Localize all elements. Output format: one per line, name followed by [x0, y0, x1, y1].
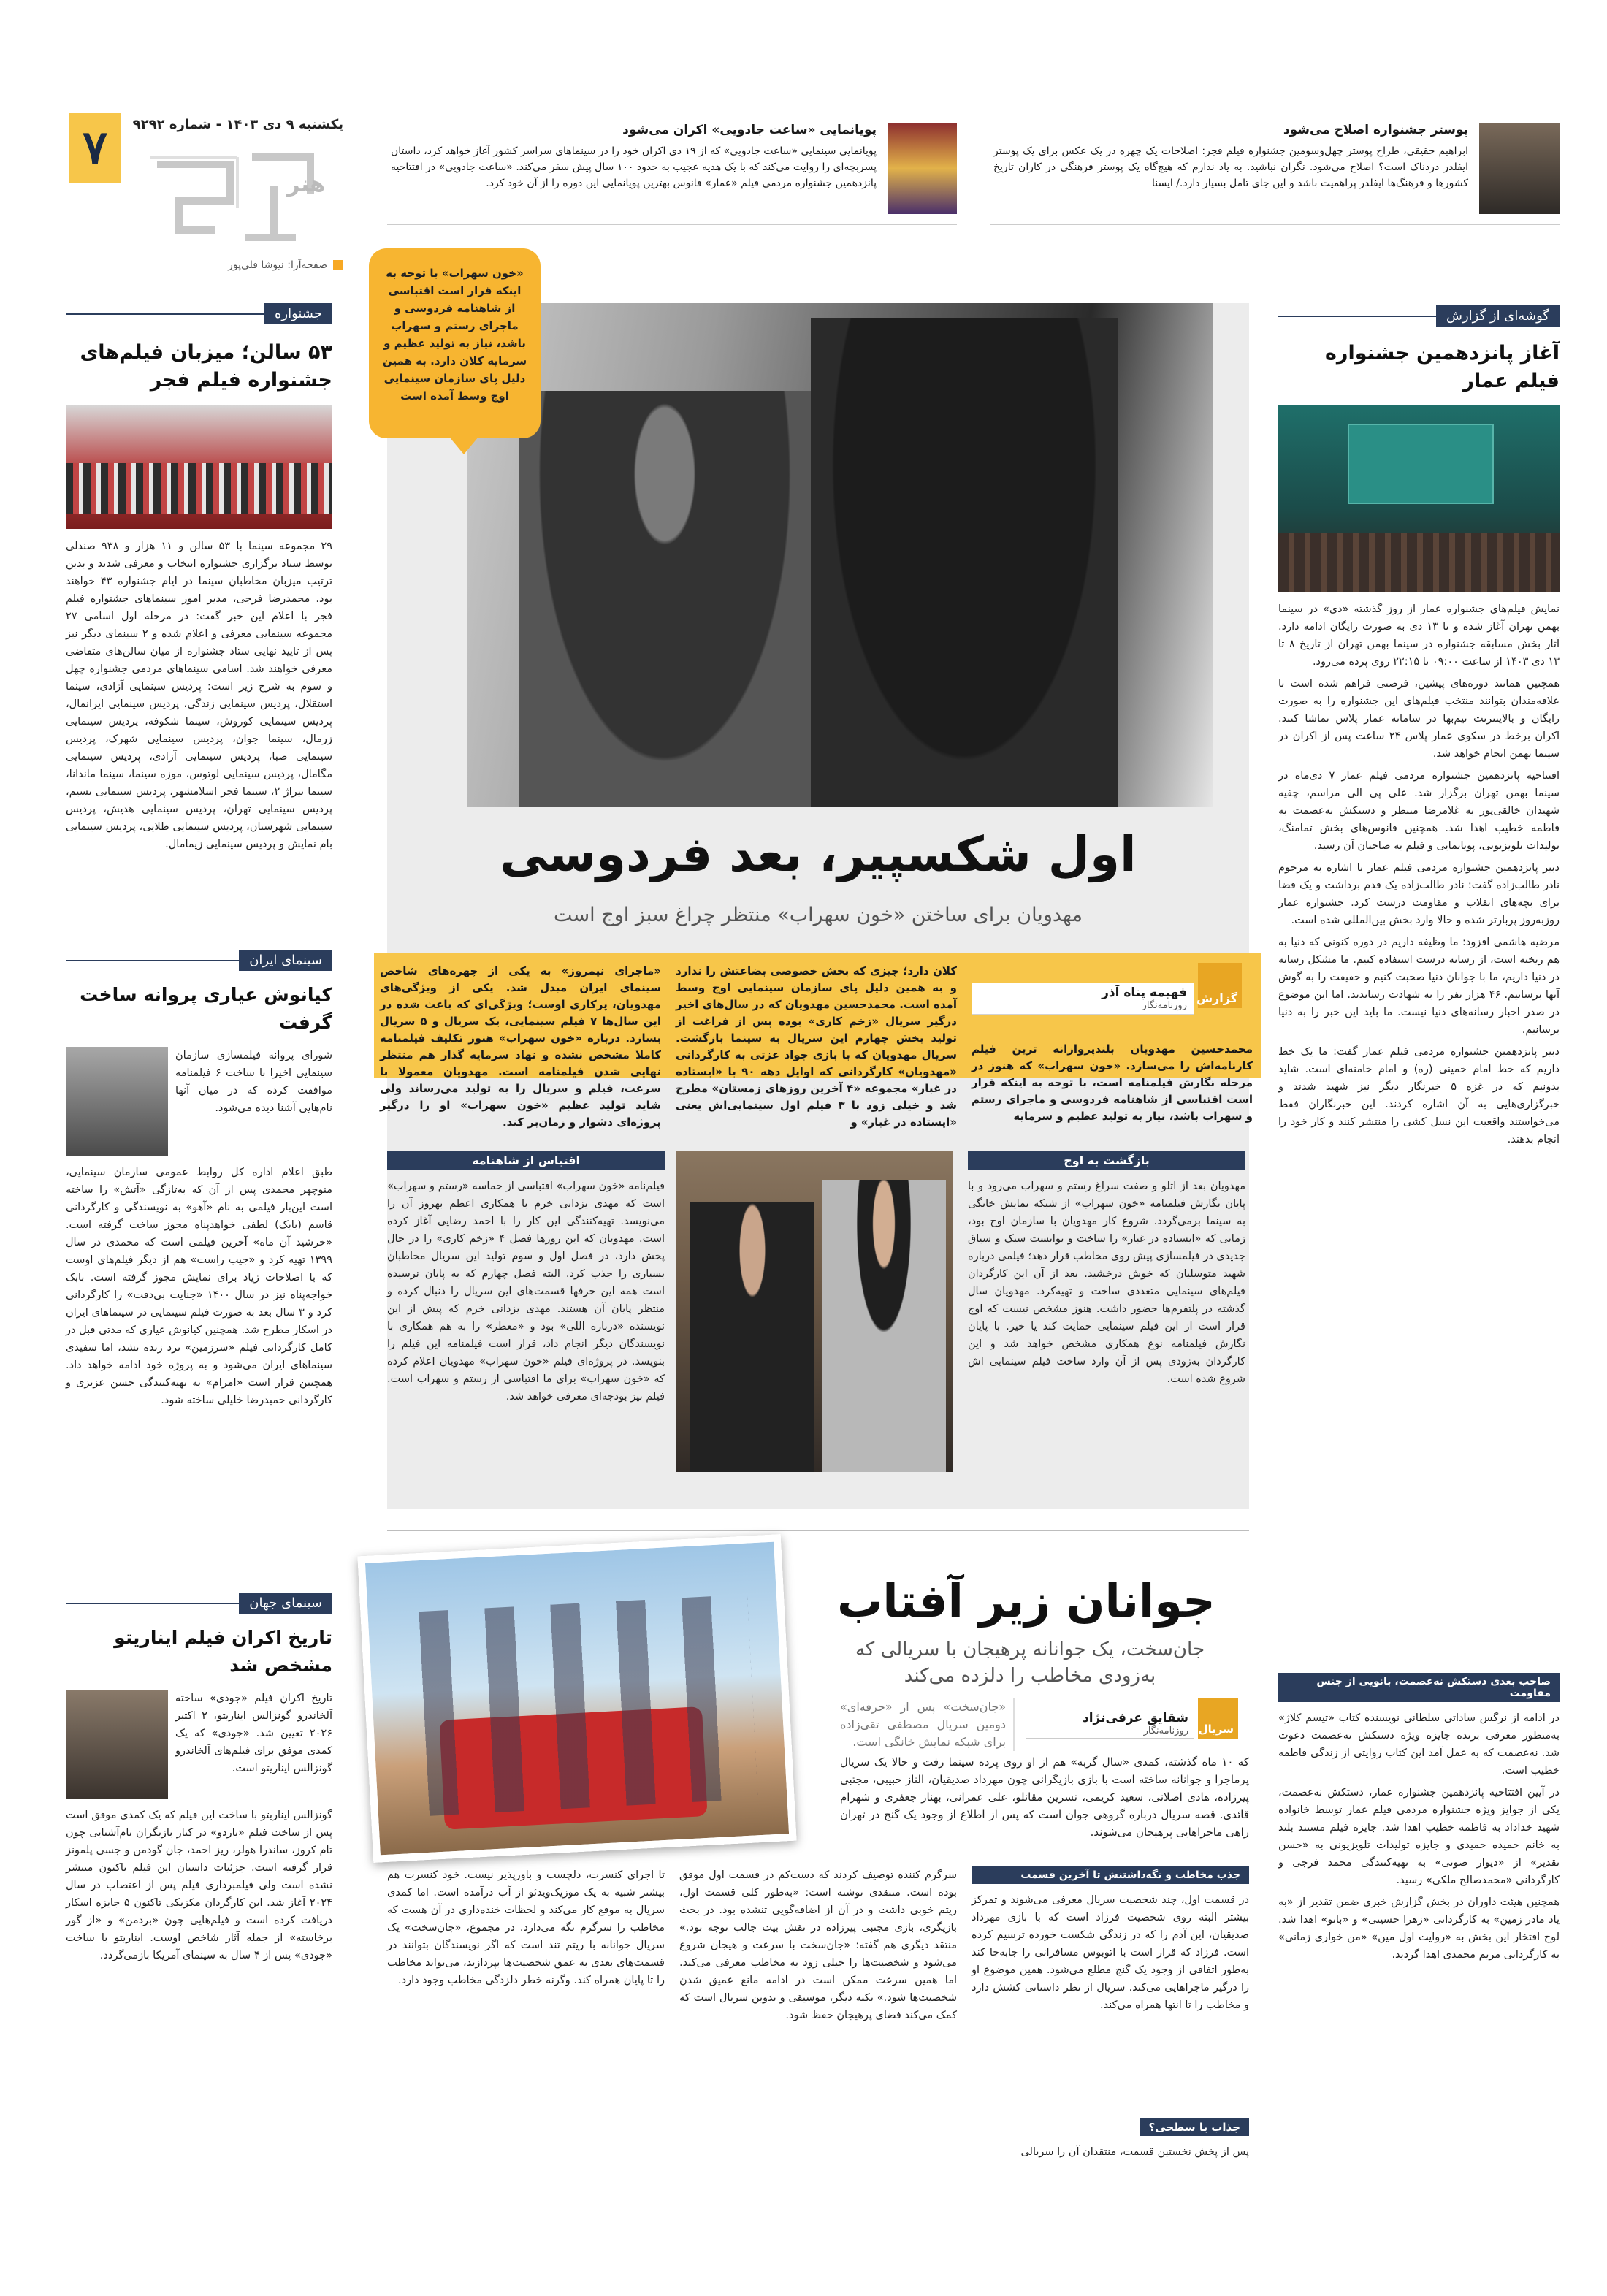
box-body: پس از پخش نخستین قسمت، منتقدان آن را سریالی	[1020, 2146, 1249, 2158]
series-box-engagement	[972, 1866, 1249, 2014]
section-label-text: سریال	[1198, 1723, 1234, 1736]
author-name: فهیمه پناه آذر	[1102, 985, 1187, 1000]
series-byline	[1026, 1709, 1194, 1739]
photo-quote-text: «خون سهراب» با توجه به اینکه قرار است اقتباسی از شاهنامه فردوسی و ماجرای رستم و سهراب باشد، نیاز به تولید عظیم و سرمایه کلان دارد. به همین دلیل پای سازمان سینمایی اوج وسط آمده است	[382, 267, 527, 403]
cinema-world-title: تاریخ اکران فیلم ایناریتو مشخص شد	[114, 1627, 332, 1676]
series-col2: سرگرم کننده توصیف کردند که دست‌کم در قسمت اول موفق بوده است. منتقدی نوشته است: «به‌طور کلی قسمت اول، ریتم خوبی داشت و در آن از اضافه‌گویی تنشده بود. در بحث بازیگری، بازی مجتبی پیرزاده در نقش بیت جالب توجه بود.» منتقد دیگری هم گفته: «جان‌سخت با سرعت و هیجان شروع می‌شود و شخصیت‌ها را خیلی زود به مخاطب معرفی می‌کند. اما همین سرعت ممکن است در ادامه مانع عمیق شدن شخصیت‌ها شود.» نکته دیگر، موسیقی و تدوین سریال است که کمک می‌کند فضای پرهیجان حفظ شود.	[679, 1869, 957, 2021]
intro-text: شورای پروانه فیلمسازی سازمان سینمایی اخیرا با ساخت ۶ فیلمنامه موافقت کرده که در میان آنها نام‌هایی آشنا دیده می‌شود.	[175, 1050, 332, 1114]
festival-kicker: جشنواره	[264, 303, 332, 324]
paragraph: در آیین افتتاحیه پانزدهمین جشنواره عمار، دستکش نه‌عصمت، یکی از جوایز ویژه جشنواره مردمی فیلم عمار توسط خانواده شهید خداداد به فاطمه خطیب اهدا شد. جایزه فیلم مستند بلند به خانم حمیده حمیدی و جایزه تولیدات تلویزیونی به «حسن تقدیر» از «دیوار صوتی» به تهیه‌کنندگی محمد فرجی و کارگردانی «محمدصالح ملکی» رسید.	[1278, 1787, 1560, 1886]
box-body: مهدویان بعد از اثلو و صفت سراغ رستم و سهراب می‌رود و با پایان نگارش فیلمنامه «خون سهراب» از شبکه نمایش خانگی به سینما برمی‌گردد. شروع کار مهدویان با سازمان اوج بود، زمانی که «ایستاده در غبار» را ساخت و توانست سبک و سیاق جدیدی در فیلمسازی پیش روی مخاطب قرار دهد؛ فیلمی درباره شهید متوسلیان که خوش درخشید. بعد از آن این کارگردان فیلم‌های سینمایی متعددی ساخت و تهیه‌کرد. مهدویان سال گذشته در پلتفرم‌ها حضور داشت. هنوز مشخص نیست که اوج قرار است از این فیلم سینمایی حمایت کند یا خیر. با پایان نگارش فیلمنامه نوع همکاری مشخص خواهد شد و این کارگردان به‌زودی پس از آن وارد ساخت فیلم سینمایی اش شروع شده است.	[968, 1181, 1245, 1385]
feature-lead-col2: کلان دارد؛ چیزی که بخش خصوصی بضاعتش را ندارد و به همین دلیل پای سازمان سینمایی اوج وسط آمده است. محمدحسین مهدویان که در سال‌های اخیر درگیر سریال «زخم کاری» بوده پس از فراغت از تولید بخش چهارم این سریال به سینما بازگشت. سریال مهدویان که با بازی جواد عزتی به کارگردانی «مهدویان» کارگردانی که اوایل دهه ۹۰ با «ایستاده در غبار» مجموعه «۴ آخرین روزهای زمستان» مطرح شد و خیلی زود با ۳ فیلم اول سینمایی‌اش یعنی «ایستاده در غبار» و	[676, 964, 958, 1129]
paragraph: همچنین هیئت داوران در بخش گزارش خبری ضمن تقدیر از «به یاد مادر زمین» به کارگردانی «زهرا حسینی» و «بانو» اهدا شد. لوح افتخار این بخش به «روایت اول مین» «من خواری زمانی» به کارگردانی مریم محمدی اهدا گردید.	[1278, 1896, 1560, 1961]
top-brief-animation	[387, 115, 957, 225]
cinema-iran-column	[66, 950, 332, 1409]
photo-quote-bubble	[369, 248, 541, 438]
cast-figures	[397, 1595, 758, 1818]
stage-screen	[1348, 424, 1494, 504]
report-title: آغاز پانزدهمین جشنواره فیلم عمار	[1324, 342, 1560, 392]
brief-title: پوستر جشنواره اصلاح می‌شود	[1283, 123, 1468, 137]
cinema-iran-kicker: سینمای ایران	[239, 950, 332, 971]
top-brief-poster	[990, 115, 1560, 225]
festival-title: ۵۳ سالن؛ میزبان فیلم‌های جشنواره فیلم فجر	[80, 341, 332, 392]
kicker-line	[66, 313, 264, 315]
cinema-world-intro	[66, 1690, 332, 1799]
feature-label	[1198, 963, 1242, 1008]
editor-square-icon	[333, 260, 343, 270]
actor-figure	[690, 1202, 814, 1472]
brief-text: پویانمایی سینمایی «ساعت جادویی» که از ۱۹ دی اکران خود را در سینماهای سراسر کشور آغاز خواهد کرد، داستان پسربچه‌ای را روایت می‌کند که با یک هدیه عجیب به حدود ۱۰۰ سال پیش سفر می‌کند. «ساعت جادویی» در افتتاحیه پانزدهمین جشنواره مردمی فیلم «عمار» قانوس بهترین پویانمایی این دوره را از آن خود کرد.	[391, 145, 877, 189]
issue-date: یکشنبه ۹ دی ۱۴۰۳ - شماره ۹۲۹۲	[132, 117, 343, 132]
report-kicker: گوشه‌ای از گزارش	[1436, 305, 1560, 327]
brief-title: پویانمایی «ساعت جادویی» اکران می‌شود	[622, 123, 877, 137]
intro-text: تاریخ اکران فیلم «جودی» ساخته آلخاندرو گونزالس ایناریتو، ۲ اکتبر ۲۰۲۶ تعیین شد. «جودی» که یک کمدی موفق برای فیلم‌های آلخاندرو گونزالس ایناریتو است.	[175, 1693, 332, 1774]
subbox-body	[1278, 1709, 1560, 1964]
kicker-row	[66, 303, 332, 324]
bubble-tail	[449, 437, 478, 454]
series-photo	[357, 1534, 796, 1863]
author-role: روزنامه‌نگار	[1143, 1725, 1188, 1736]
report-kicker-row	[1278, 305, 1560, 327]
subbox-title: صاحب بعدی دستکش نه‌عصمت، بانویی از جنس مقاومت	[1278, 1673, 1560, 1702]
director-figure	[519, 391, 811, 807]
series-box-appeal	[972, 2118, 1249, 2161]
audience	[1278, 533, 1560, 592]
section-logo-graphic	[128, 142, 332, 252]
kicker-row	[66, 950, 332, 971]
box-title: جذاب یا سطحی؟	[1140, 2118, 1249, 2136]
feature-set-photo	[676, 1151, 953, 1472]
kicker-line	[66, 1603, 239, 1604]
page-number-box	[69, 113, 121, 183]
feature-headline: اول شکسپیر، بعد فردوسی	[500, 826, 1137, 882]
kicker-line	[66, 960, 239, 961]
kicker-line	[1278, 316, 1436, 317]
director-figure-set	[822, 1180, 946, 1472]
page-editor	[124, 259, 343, 271]
box-title: جذب مخاطب و نگه‌داشتنش تا آخرین قسمت	[972, 1866, 1249, 1884]
paragraph: مرضیه هاشمی افزود: ما وظیفه داریم در دوره کنونی که دنیا به هم ریخته است، از رسانه درست استفاده کنیم. ما مشکل رسانه در دنیا داریم، ما با جوانان دنیا صحبت کنیم و حقیقت را به گوش آنها برسانیم. ۴۶ هزار نفر را به شهادت رساندند. اما این موضوع در صدر اخبار رسانه‌های دنیا نیست. ما باید این خبر را به دنیا برسانیم.	[1278, 937, 1560, 1036]
page-number: ۷	[82, 121, 108, 175]
report-column	[1278, 305, 1560, 1153]
veiled-figure	[811, 318, 1118, 807]
inarritu-photo	[66, 1690, 168, 1799]
festival-body: ۲۹ مجموعه سینما با ۵۳ سالن و ۱۱ هزار و ۹۳۸ صندلی توسط ستاد برگزاری جشنواره انتخاب و معرفی شدند و بدین ترتیب میزبان مخاطبان سینما در ایام جشنواره ۴۳ خواهند بود. محمدرضا فرجی، مدیر امور سینماهای جشنواره فیلم فجر با اعلام این خبر گفت: در مرحله اول اسامی ۲۷ مجموعه سینمایی معرفی و اعلام شده و ۲ سینمای دیگر نیز پس از تایید نهایی ستاد جشنواره از میان سالن‌های متقاضی معرفی خواهند شد. اسامی سینماهای مردمی جشنواره چهل و سوم به شرح زیر است: پردیس سینمایی آزادی، سینما استقلال، پردیس سینمایی زندگی، پردیس سینمایی ایرانمال، پردیس سینمایی کوروش، سینما شکوفه، پردیس سینمایی زرمال، سینما جوان، پردیس سینمایی شهرک، پردیس سینمایی صبا، پردیس سینمایی آزادی، پردیس سینمایی مگامال، پردیس سینمایی لوتوس، موزه سینما، سینما ماندانا، سینما تیراژ ۲، سینما فجر اسلامشهر، پردیس سینمایی نسیم، پردیس سینمایی تهران، پردیس سینمایی هدیش، پردیس سینمایی شهرستان، پردیس سینمایی طلایی، پردیس سینمایی بام نمایش و پردیس سینمایی زیمامال.	[66, 541, 333, 850]
series-headline: جوانان زیر آفتاب	[837, 1574, 1215, 1628]
ayari-photo	[66, 1047, 168, 1156]
paragraph: در ادامه از نرگس ساداتی سلطانی نویسنده کتاب «تیسم کلاژ» به‌منظور معرفی برنده جایزه ویژه دستکش نه‌عصمت دعوت شد. نه‌عصمت که به عمل آمد این کتاب روایتی از زندگی فاطمه خطیب است.	[1278, 1712, 1560, 1777]
festival-photo	[66, 405, 332, 529]
feature-lead-col1: محمدحسین مهدویان بلند‌پروازانه ترین فیلم کارنامه‌اش را می‌سازد. «خون سهراب» که هنوز در مرحله نگارش فیلمنامه است، با توجه به اینکه قرار است اقتباسی از شاهنامه فردوسی و ماجرای رستم و سهراب باشد، نیاز به تولید عظیم و سرمایه	[972, 1042, 1253, 1123]
feature-box-adaptation	[387, 1151, 665, 1406]
author-role: روزنامه‌نگار	[1142, 1000, 1187, 1011]
cinema-iran-title: کیانوش عیاری پروانه ساخت گرفت	[80, 984, 332, 1033]
cinema-world-column	[66, 1593, 332, 1964]
box-title: اقتباس از شاهنامه	[387, 1151, 665, 1170]
festival-column	[66, 303, 332, 853]
cinema-iran-intro	[66, 1047, 332, 1156]
paragraph: دبیر پانزدهمین جشنواره مردمی فیلم عمار با اشاره به مرحوم نادر طالب‌زاده گفت: نادر طالب‌زاده یک قدم برداشت و یک فضا برای بچه‌های انقلاب و مقاومت درست کرد. جشنواره عمار روزبه‌روز پربارتر شده و حالا وارد بخش بین‌المللی شده است.	[1278, 862, 1560, 926]
paragraph: نمایش فیلم‌های جشنواره عمار از روز گذشته «دی» در سینما بهمن تهران آغاز شده و تا ۱۳ دی به صورت رایگان ادامه دارد. آثار بخش مسابقه جشنواره در سینما بهمن تهران از تاریخ ۸ تا ۱۳ دی ۱۴۰۳ از ساعت ۰۹:۰۰ تا ۲۲:۱۵ روی پرده می‌رود.	[1278, 603, 1560, 668]
box-body: فیلم‌نامه «خون سهراب» اقتباسی از حماسه «رستم و سهراب» است که مهدی یزدانی خرم با همکاری اعظم بهروز آن را می‌نویسد. تهیه‌کنندگی این کار را با احمد رضایی آغاز کرده است. مهدویان که این روزها فصل ۴ «زخم کاری» را در حال پخش دارد، در فصل اول و سوم تولید این سریال مخاطبان بسیاری را جذب کرد. البته فصل چهارم که به پایان نرسیده است همه این حرفها قسمت‌های این سریال را دنبال کرده و منتظر پایان آن هستند. مهدی یزدانی خرم که پیش از این نویسنده «درباره اللی» بود و «معطر» را به هم همکاری با نویسندگان دیگر انجام داد، قرار است فیلمنامه این فیلم را بنویسد. در پروژه‌ای فیلم «خون سهراب» مهدویان اعلام کرده که «خون سهراب» برای ما اقتباسی از رستم و سهراب است. فیلم نیز بودجه‌ای معرفی خواهد شد.	[387, 1181, 665, 1403]
author-name: شقایق عرفی‌نژاد	[1083, 1711, 1188, 1725]
cinema-world-body: گونزالس ایناریتو با ساخت این فیلم که یک کمدی موفق است پس از ساخت فیلم «باردو» در کنار بازیگران نام‌آشنایی چون تام کروز، ساندرا هولر، ریز احمد، جان گودمن و جسی پلمونز قرار گرفته است. جزئیات داستان این فیلم تاکنون منتشر نشده است ولی فیلمبرداری فیلم پس از اعتصاب در سال ۲۰۲۴ آغاز شد. این کارگردان مکزیکی تاکنون ۵ جایزه اسکار دریافت کرده است و فیلم‌هایی چون «بردمن» و «از گور برخاسته» از جمله آثار شاخص اوست. ایناریتو با ساخت «جودی» پس از ۴ سال به سینمای آمریکا بازمی‌گردد.	[66, 1809, 332, 1961]
series-label	[1198, 1698, 1238, 1739]
section-logo	[128, 142, 332, 252]
series-subhead: جان‌سخت، یک جوانانه پرهیجان با سریالی که به‌زودی مخاطب را دلزده می‌کند	[855, 1639, 1205, 1687]
feature-byline	[972, 983, 1194, 1015]
brief-text: ابراهیم حقیقی، طراح پوستر چهل‌وسومین جشنواره فیلم فجر: اصلاحات یک چهره در یک عکس برای یک پوستر ایفلدر درد‌ناک است؟ اصلاح می‌شود. نگران نباشید. به یاد ندارم که هیچ‌گاه یک پوستر فرهنگی در کاران تاریخ کشورها و فرهنگ‌ها ایفلدر پراهمیت باشد و این جای تامل بسیار دارد./ ایسنا	[993, 145, 1468, 189]
report-photo	[1278, 405, 1560, 592]
box-body: در قسمت اول، چند شخصیت سریال معرفی می‌شوند و تمرکز بیشتر البته روی شخصیت فرزاد است که با بازی مهرداد صدیقیان، این آدم را که در زندگی شکست خورده ترسیم کرده است. فرزاد که قرار است با اتوبوس مسافرانی را جابه‌جا کند به‌طور اتفاقی از وجود یک گنج مطلع می‌شود. همین موضوع او را درگیر ماجراهایی می‌کند. سریال از نظر داستانی کشش دارد و مخاطب را تا انتها همراه می‌کند.	[972, 1894, 1249, 2011]
section-label-text: گزارش	[1196, 991, 1237, 1005]
feature-subhead: مهدویان برای ساختن «خون سهراب» منتظر چراغ سبز اوج است	[554, 904, 1083, 926]
kicker-row	[66, 1593, 332, 1614]
section-title: هنر	[287, 172, 325, 197]
paragraph: همچنین همانند دوره‌های پیشین، فرصتی فراهم شده است تا علاقه‌مندان بتوانند منتخب فیلم‌های این جشنواره را به صورت رایگان و بالاینترنت نیم‌بها در سامانه عمار پلاس تماشا کنند. اکران برخط در سکوی عمار پلاس ۲۴ ساعت پس از اکران در سینما بهمن انجام خواهد شد.	[1278, 678, 1560, 760]
cinema-world-kicker: سینمای جهان	[239, 1593, 332, 1614]
editor-text: صفحه‌آرا: نیوشا قلی‌پور	[228, 259, 327, 271]
report-body	[1278, 600, 1560, 1148]
divider	[387, 1530, 1249, 1531]
paragraph: دبیر پانزدهمین جشنواره مردمی فیلم عمار گفت: ما یک خط داریم که خط امام خمینی (ره) و امام خامنه‌ای است. شاید بدونیم که در غزه ۵ خبرنگار دیگر نیز شهید شدند و خبرگزاری‌هایی به آن اشاره کردند. این خبرنگاران فقط می‌خواستند واقعیت این نسل کشی را منتشر کنند و کار خود را انجام بدهند.	[1278, 1046, 1560, 1145]
brief-photo	[1479, 123, 1560, 214]
feature-main-photo	[467, 303, 1213, 807]
paragraph: افتتاحیه پانزدهمین جشنواره مردمی فیلم عمار ۷ دی‌ماه در سینما بهمن تهران برگزار شد. علی پی الی مراسم، چفیه شهیدان خالقی‌پور به غلامرضا منتظر و دستکش نه‌عصمت به فاطمه خطیب اهدا شد. همچنین قانوس‌های بخش تمامنگ، تولیدات تلویزیونی، پویانمایی و فیلم به صاحبان آن رسید.	[1278, 770, 1560, 852]
report-subbox	[1278, 1673, 1560, 1968]
box-title: بازگشت به اوج	[968, 1151, 1245, 1170]
series-lead: که ۱۰ ماه گذشته، کمدی «سال گربه» هم از او روی پرده سینما رفت و حالا یک سریال پرماجرا و جوانانه ساخته است با بازی بازیگرانی چون مهرداد صدیقیان، الناز حبیبی، مجتبی پیرزاده، هادی اصلانی، سعید کریمی، نسرین مقانلو، علی عمرانی، بهناز جعفری و شهرام قائدی. قصه سریال درباره گروهی جوان است که پس از اطلاع از وجود یک گنج در تهران راهی ماجراهایی پرهیجان می‌شوند.	[840, 1755, 1249, 1839]
cinema-iran-body: طبق اعلام اداره کل روابط عمومی سازمان سینمایی، منوچهر محمدی پس از آن که به‌تازگی «آتش» را ساخته است این‌بار فیلمی به نام «آهو» به نویسندگی و کارگردانی قاسم (بابک) لطفی خواهد‌پناه مجوز ساخت گرفته است. «خرشید آن ماه» آخرین فیلمی است که محمدی در سال ۱۳۹۹ تهیه کرد و «جیب راست» هم از دیگر فیلم‌های اوست که با اصلاحات زیاد برای نمایش مجوز گرفته است. بابک خواجه‌پناه نیز در سال ۱۴۰۰ «جنایت بی‌دقت» را کارگردانی کرد و ۳ سال بعد به صورت فیلم سینمایی در سینماهای ایران در اسکار مطرح شد. همچنین کیانوش عیاری که مدتی قبل در کامل کارگردانی فیلم «سرزمین» ترد زنده نشد، اما سفیدی سینماهای ایران می‌شود و به پروژه خود ادامه خواهد داد. همچنین قرار است «امرام» به تهیه‌کنندگی حسن عزیزی و کارگردانی حمیدرضا خلیلی ساخته شود.	[66, 1167, 333, 1406]
series-col3: تا اجرای کنسرت، دلچسب و باورپذیر نیست. خود کنسرت هم بیشتر شبیه به یک موزیک‌ویدئو از آب درآمده است. اما کمدی سریال به موقع کار می‌کند و لحظات خنده‌داری در آن هست که مخاطب را سرگرم نگه می‌دارد. در مجموع، «جان‌سخت» یک سریال جوانانه با ریتم تند است که اگر نویسندگان بتوانند در قسمت‌های بعدی به عمق شخصیت‌ها بپردازند، می‌تواند مخاطب را تا پایان همراه کند. وگرنه خطر دلزدگی مخاطب وجود دارد.	[387, 1869, 665, 1986]
crowd	[66, 463, 332, 514]
series-quote: «جان‌سخت» پس از «حرفه‌ای» دومین سریال مصطفی تقی‌زاده برای شبکه نمایش خانگی است.	[840, 1698, 1015, 1751]
brief-poster-image	[888, 123, 957, 214]
feature-lead-col3: «ماجرای نیمروز» به یکی از چهره‌های شاخص سینمای ایران مبدل شد. یکی از ویژگی‌های مهدویان، پرکاری اوست؛ ویژگی‌ای که باعث شده در این سال‌ها ۷ فیلم سینمایی، یک سریال و ۵ سریال بسازد. درباره «خون سهراب» هنوز تکلیف فیلمنامه کاملا مشخص نشده و نهاد سرمایه گذار هم منتظر نهایی شدن فیلمنامه است. مهدویان معمولا با سرعت، فیلم و سریال را به تولید می‌رساند ولی شاید تولید عظیم «خون سهراب» او را درگیر پروژه‌ای دشوار و زمان‌بر کند.	[380, 964, 661, 1129]
feature-box-return	[968, 1151, 1245, 1388]
